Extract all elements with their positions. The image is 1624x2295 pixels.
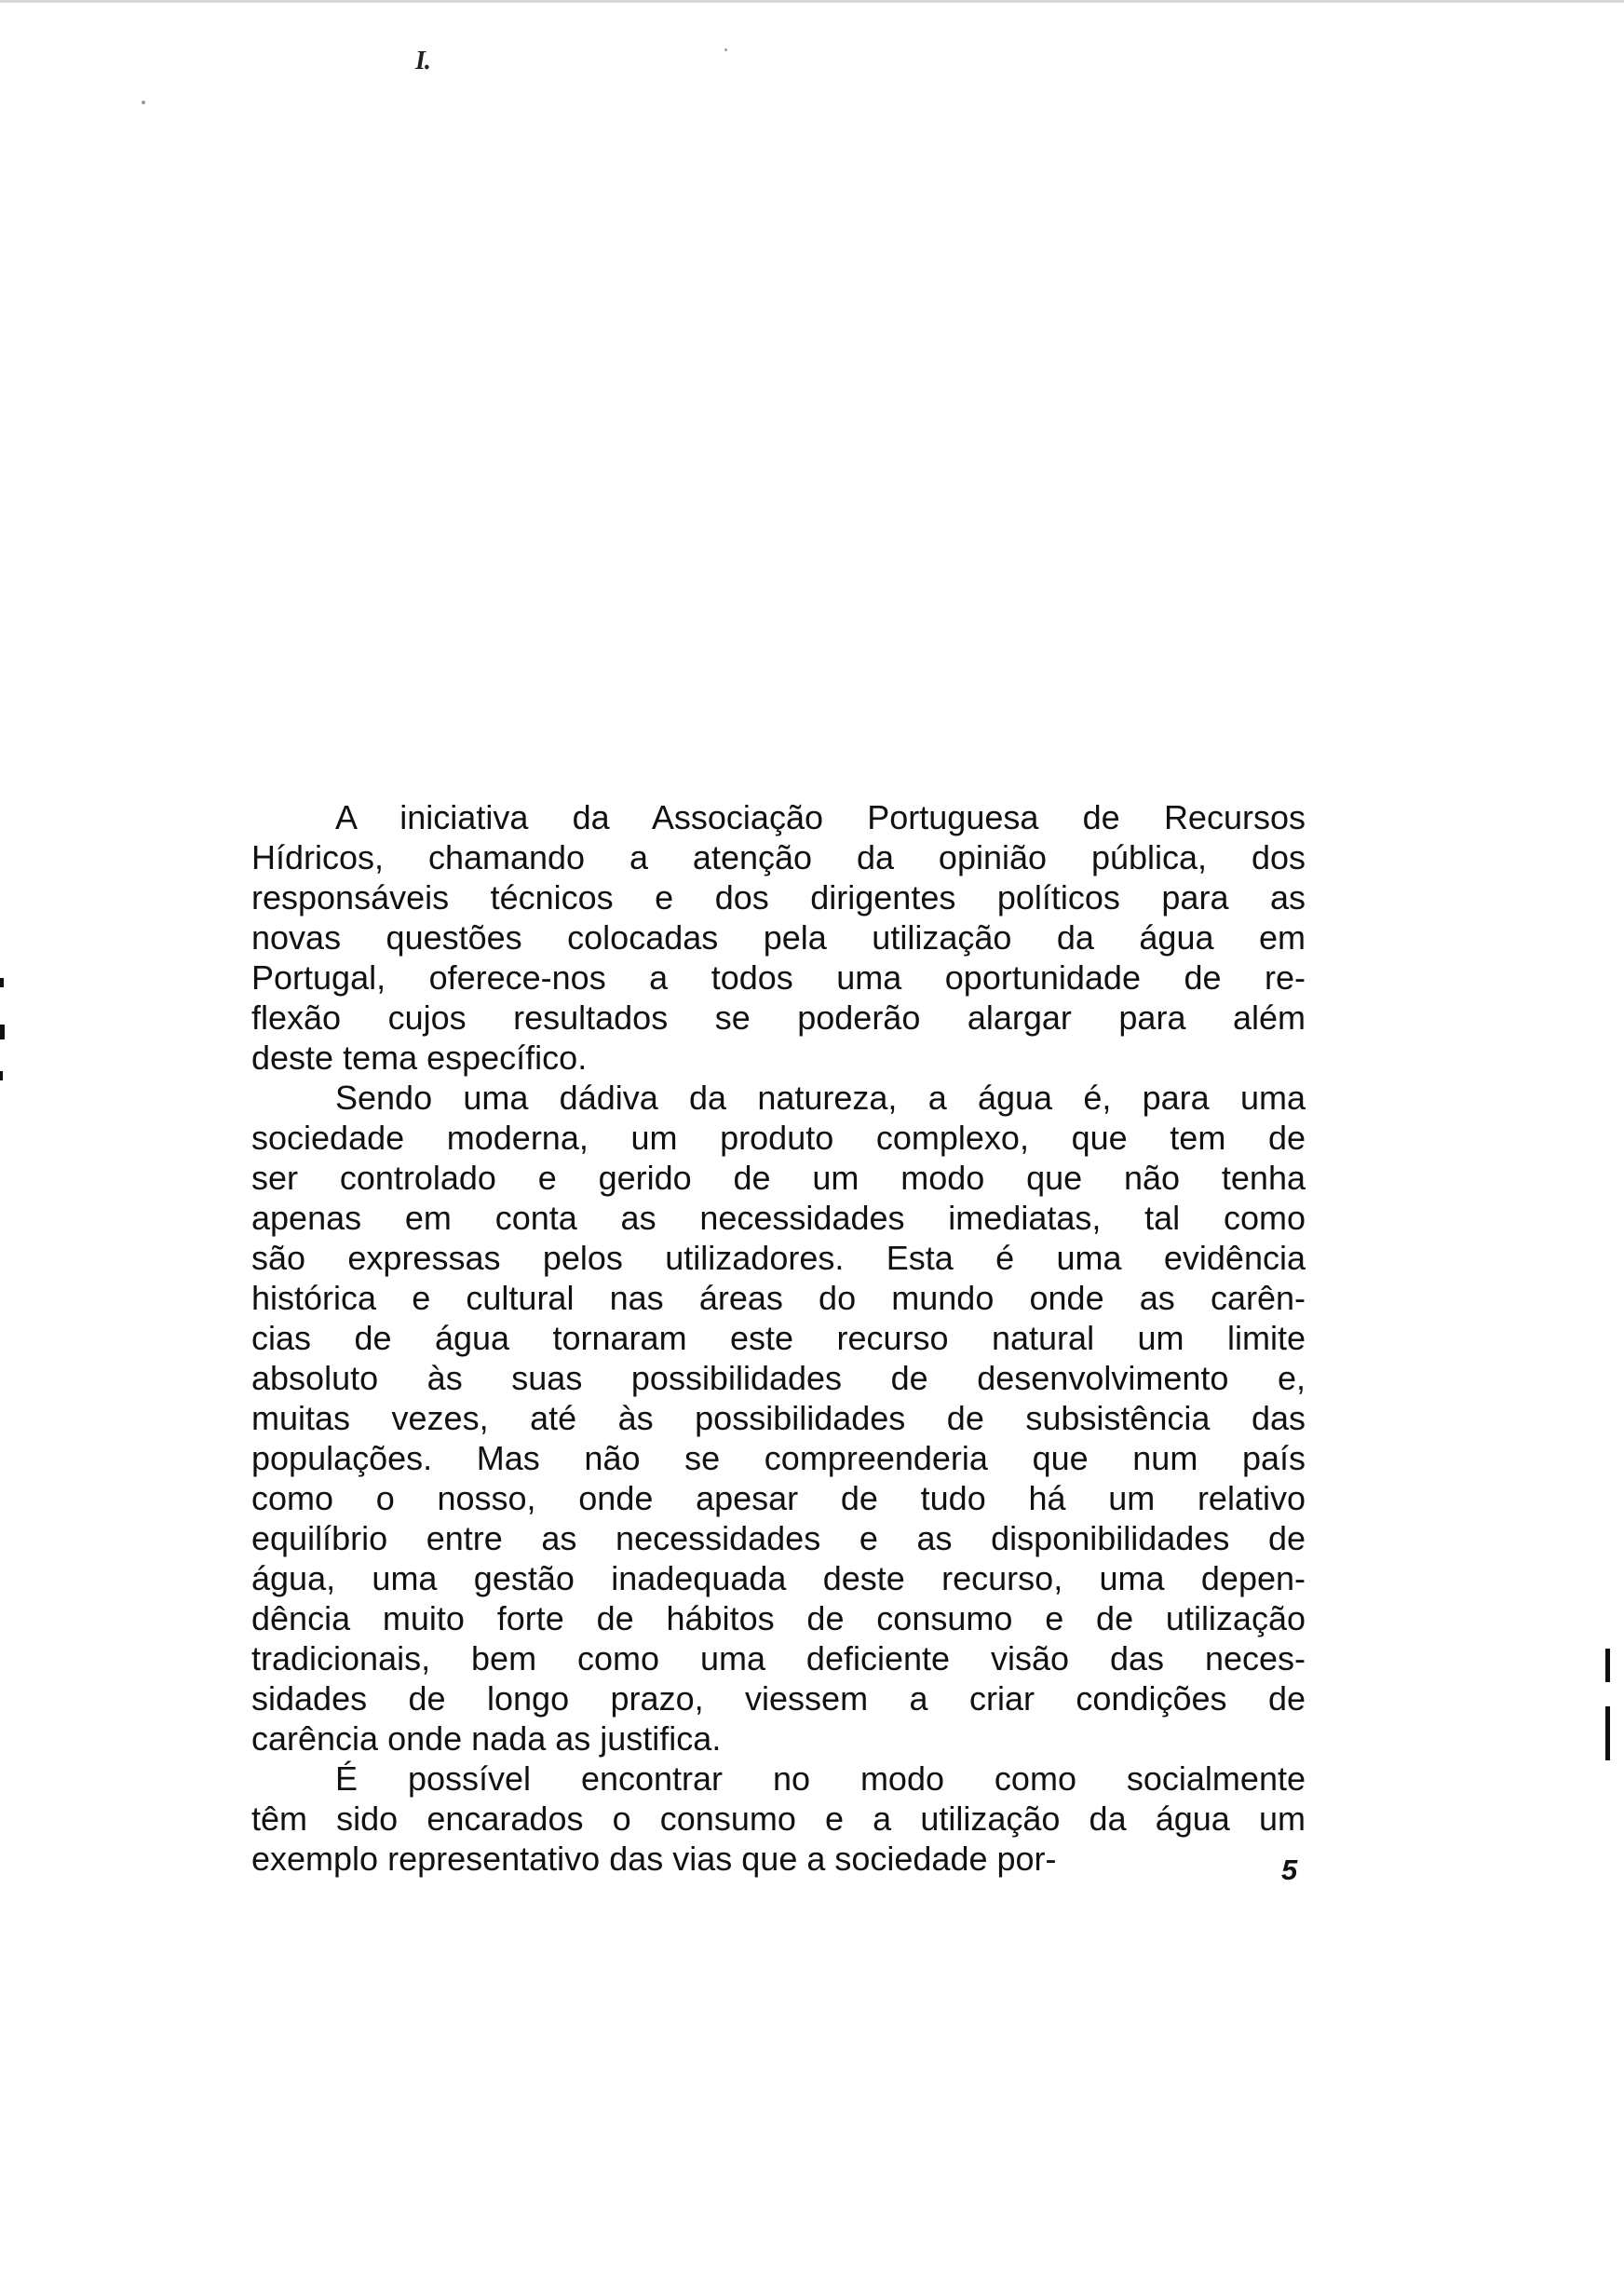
- text-line: A iniciativa da Associação Portuguesa de Recursos: [335, 798, 1306, 836]
- scan-edge-mark: [0, 1071, 3, 1080]
- header-mark: I.: [415, 47, 430, 75]
- text-line: absoluto às suas possibilidades de desenvolvimento e,: [251, 1359, 1306, 1397]
- text-line: tradicionais, bem como uma deficiente visão das neces-: [251, 1639, 1306, 1677]
- text-line: flexão cujos resultados se poderão alargar para além: [251, 998, 1306, 1037]
- scan-speck: [724, 48, 727, 51]
- scan-speck: [142, 101, 145, 104]
- text-line: populações. Mas não se compreenderia que num país: [251, 1439, 1306, 1477]
- text-line: ser controlado e gerido de um modo que não tenha: [251, 1159, 1306, 1197]
- text-line: são expressas pelos utilizadores. Esta é uma evidência: [251, 1239, 1306, 1277]
- text-line: Sendo uma dádiva da natureza, a água é, para uma: [335, 1079, 1306, 1117]
- scan-edge-mark: [0, 1025, 5, 1039]
- text-line: exemplo representativo das vias que a sociedade por-: [251, 1840, 1057, 1878]
- text-line: deste tema específico.: [251, 1039, 588, 1077]
- text-line: água, uma gestão inadequada deste recurso, uma depen-: [251, 1559, 1306, 1597]
- text-line: cias de água tornaram este recurso natural um limite: [251, 1319, 1306, 1357]
- text-line: sidades de longo prazo, viessem a criar condições de: [251, 1679, 1306, 1718]
- text-line: como o nosso, onde apesar de tudo há um relativo: [251, 1479, 1306, 1517]
- text-line: muitas vezes, até às possibilidades de subsistência das: [251, 1399, 1306, 1437]
- text-line: apenas em conta as necessidades imediatas, tal como: [251, 1199, 1306, 1237]
- paragraph: [251, 797, 1306, 1078]
- scan-edge-mark: [1605, 1706, 1610, 1760]
- text-line: É possível encontrar no modo como socialmente: [335, 1759, 1306, 1798]
- text-line: Hídricos, chamando a atenção da opinião pública, dos: [251, 838, 1306, 876]
- body-text: [251, 797, 1306, 1879]
- scan-edge-mark: [0, 978, 4, 987]
- text-line: novas questões colocadas pela utilização da água em: [251, 918, 1306, 957]
- paragraph: [251, 1759, 1306, 1879]
- text-line: Portugal, oferece-nos a todos uma oportunidade de re-: [251, 958, 1306, 997]
- text-line: dência muito forte de hábitos de consumo e de utilização: [251, 1599, 1306, 1637]
- page-number: 5: [1281, 1854, 1298, 1886]
- text-line: sociedade moderna, um produto complexo, que tem de: [251, 1119, 1306, 1157]
- text-line: equilíbrio entre as necessidades e as disponibilidades de: [251, 1519, 1306, 1557]
- scan-top-edge: [0, 0, 1624, 3]
- text-line: histórica e cultural nas áreas do mundo onde as carên-: [251, 1279, 1306, 1317]
- text-line: têm sido encarados o consumo e a utilização da água um: [251, 1799, 1306, 1838]
- paragraph: [251, 1078, 1306, 1759]
- text-line: carência onde nada as justifica.: [251, 1719, 722, 1758]
- scan-edge-mark: [1605, 1649, 1610, 1682]
- text-line: responsáveis técnicos e dos dirigentes políticos para as: [251, 878, 1306, 917]
